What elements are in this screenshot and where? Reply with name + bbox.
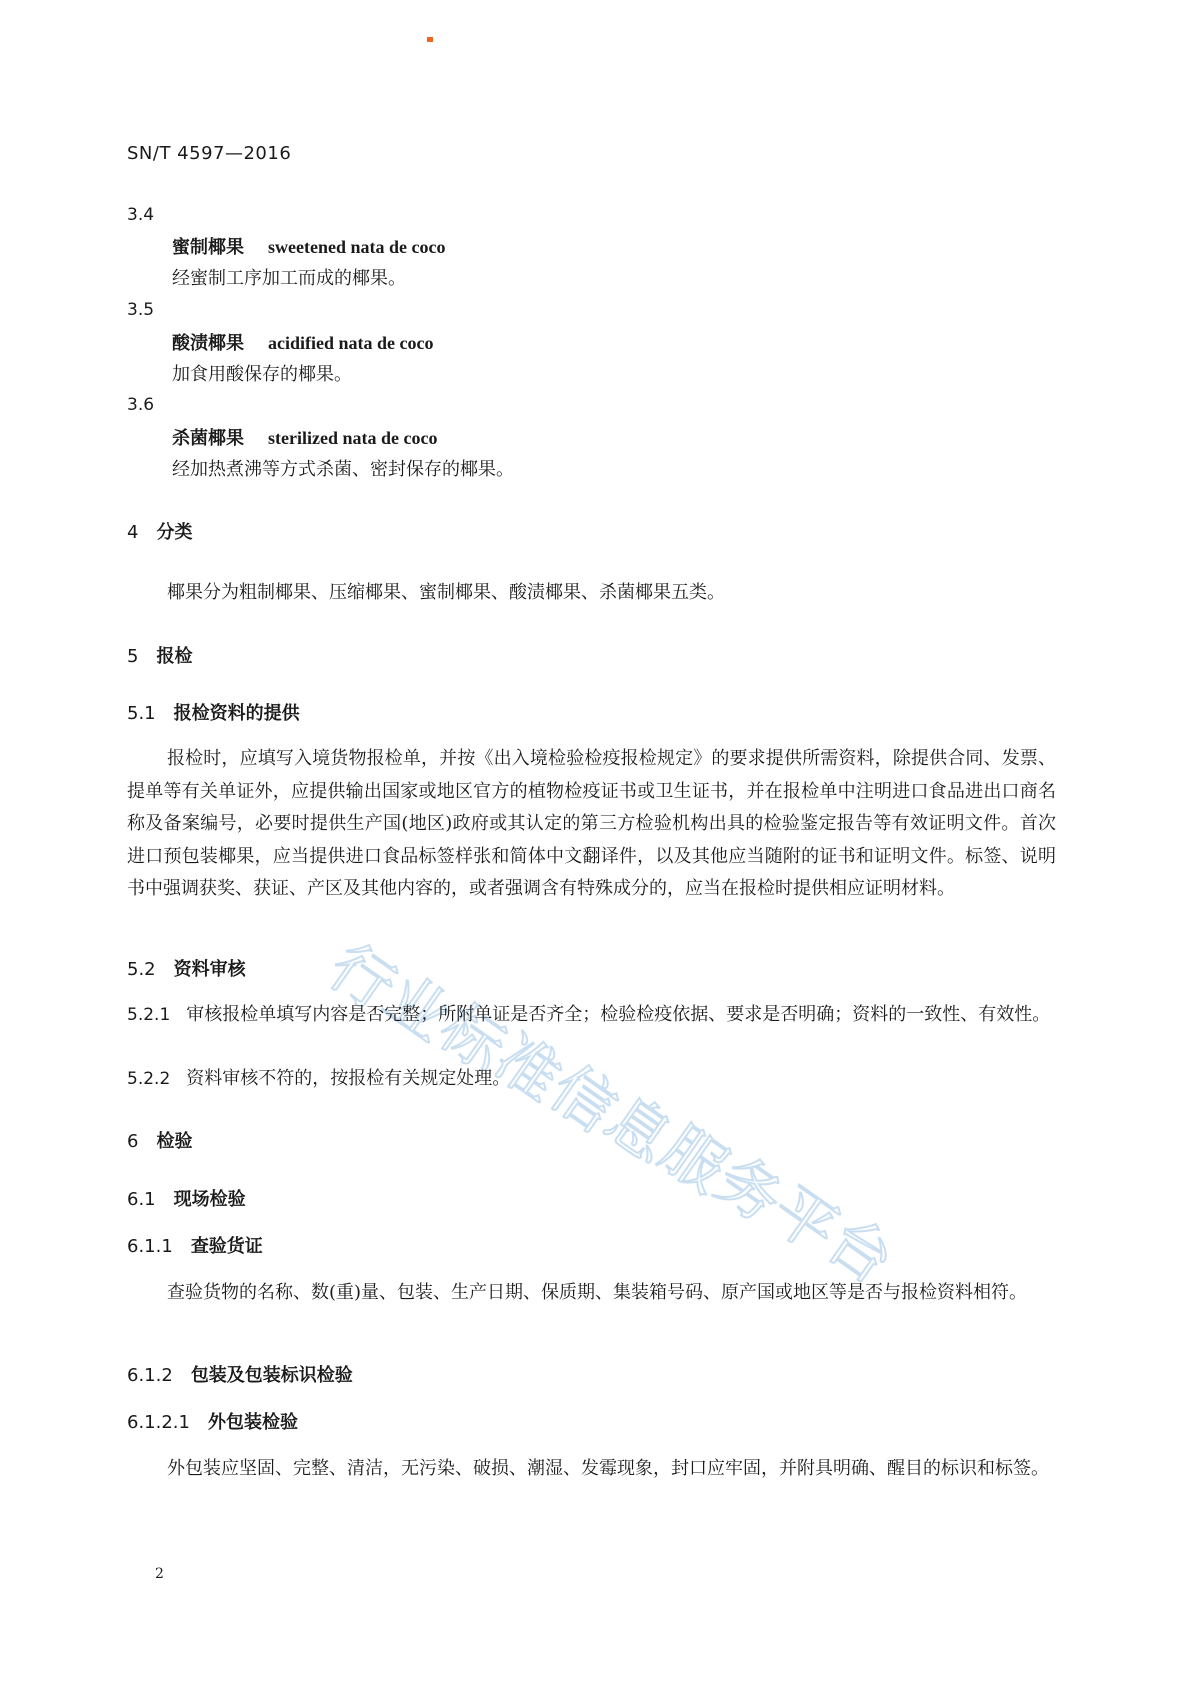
watermark-char: 息 bbox=[592, 1081, 686, 1177]
section-number: 5 bbox=[127, 646, 139, 667]
standard-code: SN/T 4597—2016 bbox=[127, 143, 292, 164]
clause-5-2-1 bbox=[127, 999, 1056, 1031]
term-definition: 加食用酸保存的椰果。 bbox=[172, 364, 352, 385]
clause-5-2-2 bbox=[127, 1063, 1056, 1095]
term-zh: 酸渍椰果 bbox=[172, 333, 244, 354]
section-title: 现场检验 bbox=[173, 1189, 246, 1210]
term-number: 3.4 bbox=[127, 205, 155, 225]
section-number: 5.1 bbox=[127, 703, 156, 724]
watermark-char: 信 bbox=[537, 1051, 631, 1147]
section-heading-6-1 bbox=[127, 1185, 246, 1211]
term-zh: 杀菌椰果 bbox=[172, 428, 244, 449]
term-title bbox=[172, 329, 433, 355]
orange-mark bbox=[427, 37, 433, 42]
watermark-char: 服 bbox=[647, 1111, 741, 1208]
section-6-1-2-1-text: 外包装应坚固、完整、清洁，无污染、破损、潮湿、发霉现象，封口应牢固，并附具明确、醒目的标识和标签。 bbox=[167, 1458, 1049, 1479]
section-6-1-1-text: 查验货物的名称、数(重)量、包装、生产日期、保质期、集装箱号码、原产国或地区等是否与报检资料相符。 bbox=[167, 1282, 1028, 1303]
section-number: 6.1.1 bbox=[127, 1236, 173, 1257]
section-heading-5-1 bbox=[127, 699, 300, 725]
section-number: 6.1.2.1 bbox=[127, 1412, 190, 1433]
clause-text: 资料审核不符的，按报检有关规定处理。 bbox=[186, 1068, 511, 1089]
section-heading-6-1-2 bbox=[127, 1361, 353, 1387]
term-zh: 蜜制椰果 bbox=[172, 237, 244, 258]
term-definition: 经蜜制工序加工而成的椰果。 bbox=[172, 268, 406, 289]
section-4-text: 椰果分为粗制椰果、压缩椰果、蜜制椰果、酸渍椰果、杀菌椰果五类。 bbox=[167, 582, 725, 603]
section-number: 5.2 bbox=[127, 959, 156, 980]
term-en: acidified nata de coco bbox=[268, 333, 434, 353]
section-title: 检验 bbox=[156, 1131, 193, 1152]
clause-number: 5.2.1 bbox=[127, 1005, 171, 1025]
section-heading-5 bbox=[127, 642, 192, 668]
section-title: 报检 bbox=[156, 646, 193, 667]
section-title: 包装及包装标识检验 bbox=[190, 1365, 353, 1386]
watermark-char: 准 bbox=[481, 1020, 575, 1117]
section-heading-6-1-1 bbox=[127, 1232, 263, 1258]
section-heading-6 bbox=[127, 1127, 192, 1153]
term-number: 3.6 bbox=[127, 395, 155, 415]
section-heading-4 bbox=[127, 518, 192, 544]
section-heading-6-1-2-1 bbox=[127, 1408, 298, 1434]
section-number: 4 bbox=[127, 522, 139, 543]
term-title bbox=[172, 233, 445, 259]
term-en: sweetened nata de coco bbox=[268, 237, 446, 257]
section-heading-5-2 bbox=[127, 955, 246, 981]
watermark-char: 业 bbox=[371, 960, 465, 1056]
term-definition: 经加热煮沸等方式杀菌、密封保存的椰果。 bbox=[172, 459, 514, 480]
section-title: 资料审核 bbox=[173, 959, 246, 980]
section-title: 查验货证 bbox=[190, 1236, 263, 1257]
clause-number: 5.2.2 bbox=[127, 1069, 171, 1089]
watermark-char: 标 bbox=[426, 990, 520, 1086]
section-number: 6.1.2 bbox=[127, 1365, 173, 1386]
watermark-char: 台 bbox=[813, 1202, 907, 1299]
section-title: 分类 bbox=[156, 522, 193, 543]
term-en: sterilized nata de coco bbox=[268, 428, 438, 448]
watermark-char: 行 bbox=[315, 929, 409, 1026]
watermark-char: 平 bbox=[758, 1172, 852, 1268]
section-title: 报检资料的提供 bbox=[173, 703, 300, 724]
section-title: 外包装检验 bbox=[207, 1412, 298, 1433]
term-number: 3.5 bbox=[127, 300, 155, 320]
page-number: 2 bbox=[155, 1566, 164, 1582]
section-5-1-text: 报检时，应填写入境货物报检单，并按《出入境检验检疫报检规定》的要求提供所需资料，除提供合同、发票、提单等有关单证外，应提供输出国家或地区官方的植物检疫证书或卫生证书，并在报检单中注明进口食品进出口商名称及备案编号，必要时提供生产国(地区)政府或其认定的第三方检验机构出具的检验鉴定报告等有效证明文件。首次进口预包装椰果，应当提供进口食品标签样张和简体中文翻译件，以及其他应当随附的证书和证明文件。标签、说明书中强调获奖、获证、产区及其他内容的，或者强调含有特殊成分的，应当在报检时提供相应证明材料。 bbox=[127, 748, 1056, 899]
term-title bbox=[172, 424, 437, 450]
section-number: 6 bbox=[127, 1131, 139, 1152]
clause-text: 审核报检单填写内容是否完整；所附单证是否齐全；检验检疫依据、要求是否明确；资料的一致性、有效性。 bbox=[186, 1004, 1051, 1025]
section-number: 6.1 bbox=[127, 1189, 156, 1210]
watermark-char: 务 bbox=[703, 1142, 797, 1238]
